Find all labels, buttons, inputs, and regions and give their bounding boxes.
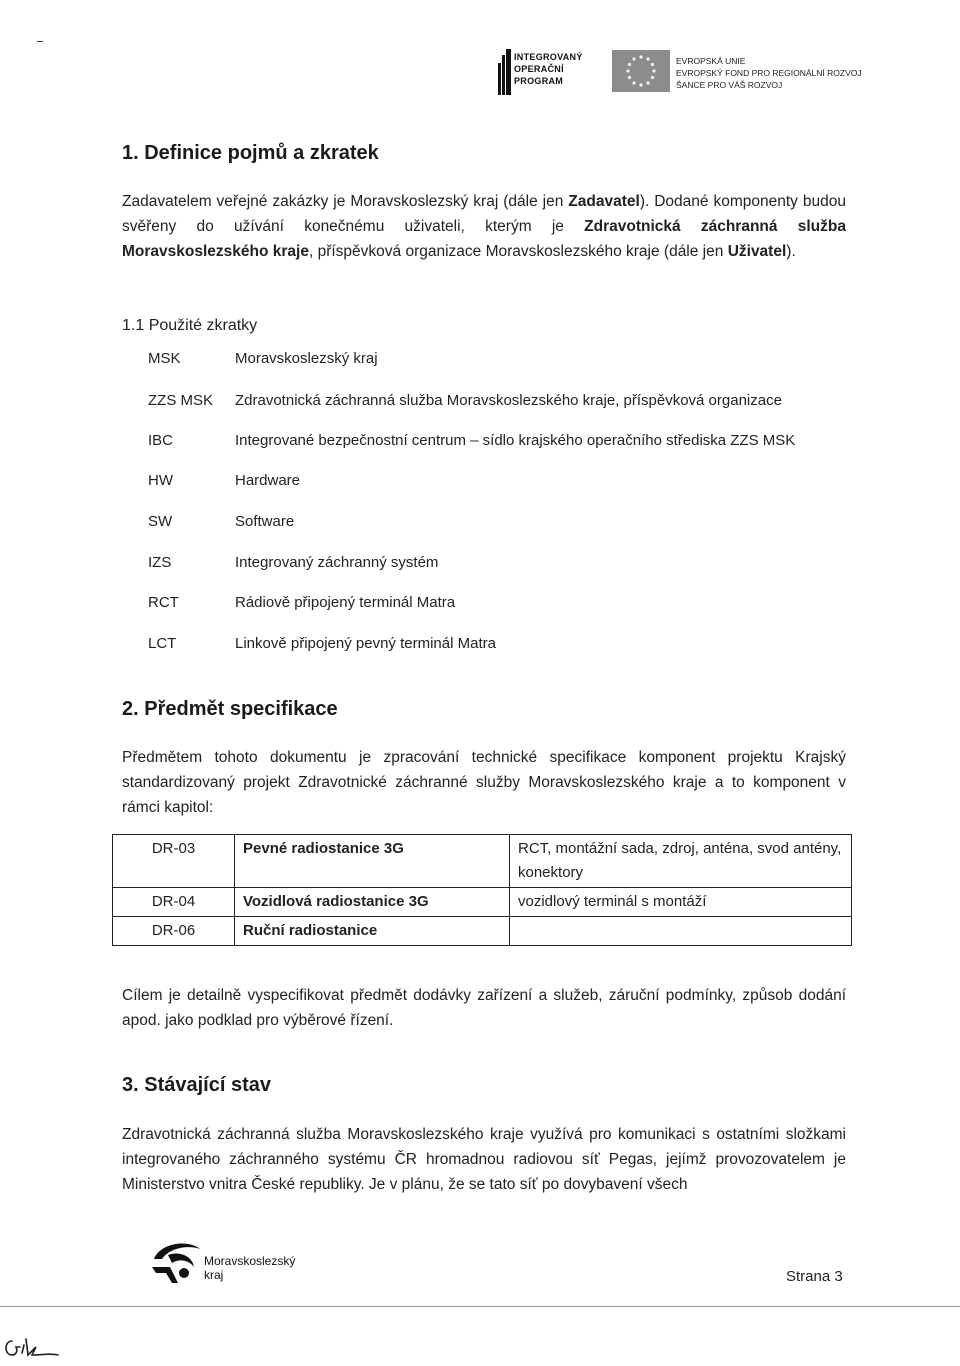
eu-line: ŠANCE PRO VÁŠ ROZVOJ <box>676 80 783 90</box>
text-run-bold: Zadavatel <box>568 193 640 210</box>
table-cell-code: DR-06 <box>113 917 235 946</box>
iop-logo <box>498 49 608 95</box>
abbreviation: SW <box>148 513 173 530</box>
moravskoslezsky-kraj-logo-icon <box>148 1237 208 1287</box>
footer-logo-line: kraj <box>204 1268 224 1282</box>
text-run: Zadavatelem veřejné zakázky je Moravskoslezský kraj (dále jen <box>122 193 569 210</box>
section-1-heading: 1. Definice pojmů a zkratek <box>122 142 379 164</box>
table-row <box>113 835 852 888</box>
abbreviation-description: Integrované bezpečnostní centrum – sídlo krajského operačního střediska ZZS MSK <box>235 432 796 449</box>
abbreviation: MSK <box>148 350 181 367</box>
footer-logo-line: Moravskoslezský <box>204 1254 296 1268</box>
table-row <box>113 917 852 946</box>
iop-logo-text <box>514 51 583 87</box>
iop-logo-bars-icon <box>498 49 512 95</box>
abbreviation-description: Moravskoslezský kraj <box>235 350 378 367</box>
abbreviation-description: Zdravotnická záchranná služba Moravskoslezského kraje, příspěvková organizace <box>235 392 782 409</box>
table-cell-name: Vozidlová radiostanice 3G <box>235 888 510 917</box>
handwritten-signature-icon <box>2 1333 62 1361</box>
section-2-heading: 2. Předmět specifikace <box>122 698 338 720</box>
text-run-bold: Zdravotnická záchranná služba Moravskoslezského kraje <box>122 218 846 260</box>
text-run-bold: Uživatel <box>727 243 787 260</box>
abbreviation-description: Rádiově připojený terminál Matra <box>235 594 456 611</box>
abbreviation: ZZS MSK <box>148 392 214 409</box>
components-table <box>112 834 852 946</box>
page-number: Strana 3 <box>786 1268 843 1285</box>
scan-mark <box>37 41 43 42</box>
section-3-heading: 3. Stávající stav <box>122 1074 271 1096</box>
abbreviation-description: Hardware <box>235 472 301 489</box>
section-2-intro: Předmětem tohoto dokumentu je zpracování technické specifikace komponent projektu Krajský standardizovaný projekt Zdravotnické záchranné služby Moravskoslezského kraje a to komponent v rámci kapitol: <box>122 749 846 816</box>
section-1-paragraph <box>122 189 846 264</box>
eu-flag-icon <box>612 50 670 92</box>
table-cell-note <box>510 917 852 946</box>
table-cell-name: Ruční radiostanice <box>235 917 510 946</box>
abbreviation: HW <box>148 472 173 489</box>
footer-logo-text <box>204 1254 295 1282</box>
iop-line: INTEGROVANÝ <box>514 52 583 62</box>
eu-line: EVROPSKÁ UNIE <box>676 56 746 66</box>
eu-logo-text <box>676 55 862 91</box>
table-row <box>113 888 852 917</box>
text-run: ). Dodané komponenty budou svěřeny do užívání konečnému uživateli, kterým je <box>122 193 846 235</box>
abbreviation-description: Software <box>235 513 295 530</box>
iop-line: PROGRAM <box>514 76 564 86</box>
abbreviation-description: Integrovaný záchranný systém <box>235 554 439 571</box>
iop-line: OPERAČNÍ <box>514 64 564 74</box>
section-3-paragraph: Zdravotnická záchranná služba Moravskoslezského kraje využívá pro komunikaci s ostatními složkami integrovaného záchranného systému ČR hromadnou radiovou síť Pegas, jejímž provozovatelem je Ministerstvo vnitra České republiky. Je v plánu, že se tato síť po dovybavení všech <box>122 1126 846 1193</box>
text-run: ). <box>786 243 796 260</box>
table-cell-note: vozidlový terminál s montáží <box>510 888 852 917</box>
section-1-1-heading: 1.1 Použité zkratky <box>122 317 258 334</box>
eu-line: EVROPSKÝ FOND PRO REGIONÁLNÍ ROZVOJ <box>676 68 862 78</box>
footer-divider <box>0 1306 960 1307</box>
abbreviation: LCT <box>148 635 177 652</box>
text-run: , příspěvková organizace Moravskoslezského kraje (dále jen <box>308 243 728 260</box>
abbreviation: RCT <box>148 594 179 611</box>
abbreviation-description: Linkově připojený pevný terminál Matra <box>235 635 496 652</box>
table-cell-code: DR-03 <box>113 835 235 888</box>
table-cell-note: RCT, montážní sada, zdroj, anténa, svod antény, konektory <box>510 835 852 888</box>
table-cell-name: Pevné radiostanice 3G <box>235 835 510 888</box>
abbreviation: IBC <box>148 432 174 449</box>
abbreviation: IZS <box>148 554 172 571</box>
table-cell-code: DR-04 <box>113 888 235 917</box>
section-2-goal: Cílem je detailně vyspecifikovat předmět dodávky zařízení a služeb, záruční podmínky, způsob dodání apod. jako podklad pro výběrové řízení. <box>122 987 846 1029</box>
